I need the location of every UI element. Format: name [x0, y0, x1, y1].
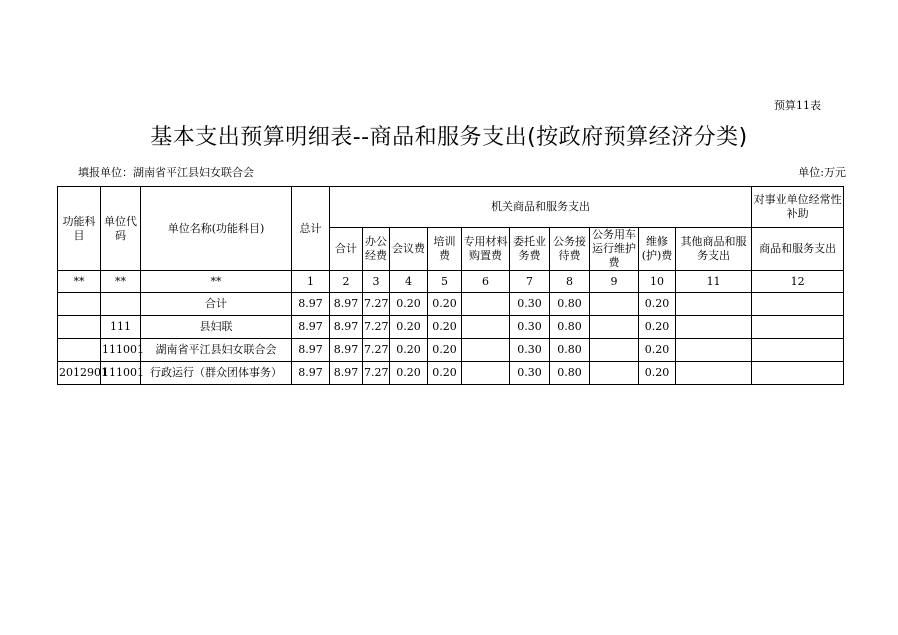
index-cell: 9	[590, 271, 639, 293]
cell-other	[676, 293, 752, 316]
cell-office: 7.27	[363, 339, 390, 362]
col-header-repair: 维修(护)费	[639, 228, 676, 271]
cell-total: 8.97	[292, 293, 330, 316]
table-row	[58, 316, 844, 339]
cell-code: 111001	[101, 339, 141, 362]
cell-code: 111	[101, 316, 141, 339]
cell-reception: 0.80	[550, 316, 590, 339]
index-cell: 4	[390, 271, 428, 293]
cell-material	[462, 339, 510, 362]
cell-vehicle	[590, 362, 639, 385]
cell-office: 7.27	[363, 316, 390, 339]
col-header-unit-name: 单位名称(功能科目)	[141, 187, 292, 271]
group-header-subsidy: 对事业单位经常性补助	[752, 187, 844, 228]
col-header-reception: 公务接待费	[550, 228, 590, 271]
currency-unit: 单位:万元	[798, 166, 846, 179]
cell-meeting: 0.20	[390, 316, 428, 339]
cell-material	[462, 362, 510, 385]
cell-repair: 0.20	[639, 339, 676, 362]
cell-name: 行政运行（群众团体事务）	[141, 362, 292, 385]
cell-heji: 8.97	[330, 316, 363, 339]
cell-heji: 8.97	[330, 362, 363, 385]
index-cell: **	[101, 271, 141, 293]
cell-subsidy	[752, 362, 844, 385]
cell-code	[101, 293, 141, 316]
page-title: 基本支出预算明细表--商品和服务支出(按政府预算经济分类)	[150, 125, 748, 150]
cell-vehicle	[590, 316, 639, 339]
budget-table	[57, 186, 844, 385]
table-number: 预算11表	[774, 99, 821, 112]
cell-training: 0.20	[428, 362, 462, 385]
index-cell: 5	[428, 271, 462, 293]
index-cell: 8	[550, 271, 590, 293]
cell-reception: 0.80	[550, 362, 590, 385]
cell-heji: 8.97	[330, 339, 363, 362]
index-cell: 1	[292, 271, 330, 293]
cell-commission: 0.30	[510, 362, 550, 385]
index-cell: 10	[639, 271, 676, 293]
cell-vehicle	[590, 293, 639, 316]
col-header-office: 办公经费	[363, 228, 390, 271]
cell-office: 7.27	[363, 362, 390, 385]
col-header-meeting: 会议费	[390, 228, 428, 271]
cell-training: 0.20	[428, 293, 462, 316]
index-cell: 6	[462, 271, 510, 293]
cell-vehicle	[590, 339, 639, 362]
index-cell: 7	[510, 271, 550, 293]
table-row-total	[58, 293, 844, 316]
col-header-commission: 委托业务费	[510, 228, 550, 271]
cell-func	[58, 339, 101, 362]
cell-meeting: 0.20	[390, 339, 428, 362]
table-row	[58, 362, 844, 385]
cell-func	[58, 316, 101, 339]
cell-other	[676, 339, 752, 362]
cell-meeting: 0.20	[390, 293, 428, 316]
cell-func	[58, 293, 101, 316]
col-header-heji: 合计	[330, 228, 363, 271]
col-header-total: 总计	[292, 187, 330, 271]
cell-office: 7.27	[363, 293, 390, 316]
reporting-unit: 填报单位：湖南省平江县妇女联合会	[78, 166, 254, 179]
index-cell: 11	[676, 271, 752, 293]
cell-other	[676, 316, 752, 339]
col-header-other: 其他商品和服务支出	[676, 228, 752, 271]
cell-commission: 0.30	[510, 339, 550, 362]
cell-repair: 0.20	[639, 362, 676, 385]
col-header-unit-code: 单位代码	[101, 187, 141, 271]
col-header-subsidy: 商品和服务支出	[752, 228, 844, 271]
cell-repair: 0.20	[639, 316, 676, 339]
cell-training: 0.20	[428, 339, 462, 362]
cell-total: 8.97	[292, 316, 330, 339]
index-row	[58, 271, 844, 293]
cell-name: 合计	[141, 293, 292, 316]
index-cell: 12	[752, 271, 844, 293]
col-header-func-code: 功能科目	[58, 187, 101, 271]
cell-material	[462, 293, 510, 316]
group-header-gov: 机关商品和服务支出	[330, 187, 752, 228]
col-header-material: 专用材料购置费	[462, 228, 510, 271]
cell-commission: 0.30	[510, 293, 550, 316]
cell-reception: 0.80	[550, 293, 590, 316]
cell-other	[676, 362, 752, 385]
cell-commission: 0.30	[510, 316, 550, 339]
cell-material	[462, 316, 510, 339]
col-header-vehicle: 公务用车运行维护费	[590, 228, 639, 271]
cell-code: 111001	[101, 362, 141, 385]
cell-subsidy	[752, 339, 844, 362]
cell-func: 2012901	[58, 362, 101, 385]
cell-name: 县妇联	[141, 316, 292, 339]
cell-heji: 8.97	[330, 293, 363, 316]
cell-repair: 0.20	[639, 293, 676, 316]
col-header-training: 培训费	[428, 228, 462, 271]
cell-reception: 0.80	[550, 339, 590, 362]
index-cell: **	[58, 271, 101, 293]
cell-training: 0.20	[428, 316, 462, 339]
cell-meeting: 0.20	[390, 362, 428, 385]
table-row	[58, 339, 844, 362]
header-row-top	[58, 187, 844, 228]
index-cell: 3	[363, 271, 390, 293]
cell-subsidy	[752, 316, 844, 339]
cell-name: 湖南省平江县妇女联合会	[141, 339, 292, 362]
cell-subsidy	[752, 293, 844, 316]
cell-total: 8.97	[292, 339, 330, 362]
index-cell: **	[141, 271, 292, 293]
cell-total: 8.97	[292, 362, 330, 385]
index-cell: 2	[330, 271, 363, 293]
